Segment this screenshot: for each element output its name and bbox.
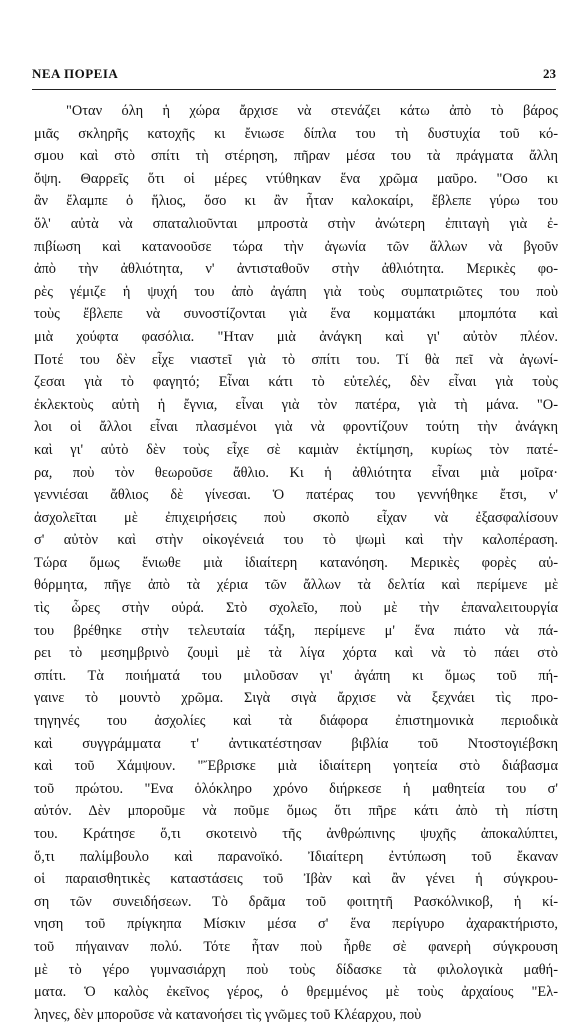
text-line: ὄψη. Θαρρεῖς ὅτι οἱ μέρες ντύθηκαν ἕνα χρῶμα μαῦρο. "Οσο κι bbox=[34, 170, 558, 187]
text-line: σμου καὶ στὸ σπίτι τὴ στέρηση, πῆραν μέσα του τὰ πράγματα ἄλλη bbox=[34, 148, 558, 165]
text-line: ζεσαι γιὰ τὸ φαγητό; Εἶναι κάτι τὸ εὐτελές, δὲν εἶναι γιὰ τοὺς bbox=[34, 374, 558, 391]
text-line: σπίτι. Τὰ ποιήματά του μιλοῦσαν γι' ἀγάπη κι ὅμως τοῦ πή- bbox=[34, 667, 558, 684]
text-line: μὲ τὸ γέρο γυμνασιάρχη ποὺ τοὺς δίδασκε τὰ φιλολογικὰ μαθή- bbox=[34, 961, 558, 978]
text-line: αὐτόν. Δὲν μποροῦμε νὰ ποῦμε ὅμως ὅτι πῆρε κάτι ἀπὸ τὴ πίστη bbox=[34, 803, 558, 820]
text-line: νηση τοῦ πρίγκηπα Μίσκιν μέσα σ' ἕνα περίγυρο ἀχαρακτήριστο, bbox=[34, 916, 558, 933]
text-line: καὶ γι' αὐτὸ δὲν τοὺς εἶχε σὲ καμιὰν ἐκτίμηση, κυρίως τὸν πατέ- bbox=[34, 441, 558, 458]
text-line: λοι οἱ ἄλλοι εἶναι πλασμένοι γιὰ νὰ φροντίζουν τούτη τὴν ἀνάγκη bbox=[34, 419, 558, 436]
running-header bbox=[32, 66, 556, 88]
text-line: ρει τὸ μεσημβρινὸ ζουμὶ μὲ τὰ λίγα χόρτα καὶ νὰ τὸ πάει στὸ bbox=[34, 645, 558, 662]
text-line: ρὲς γέμιζε ἡ ψυχή του ἀπὸ ἀγάπη γιὰ τοὺς συμπατριῶτες του ποὺ bbox=[34, 283, 558, 300]
text-line: τηγηνές του ἀσχολίες καὶ τὰ διάφορα ἐπιστημονικὰ περιοδικὰ bbox=[34, 713, 558, 730]
text-line: ἀσχολεῖται μὲ ἐπιχειρήσεις ποὺ σκοπὸ εἶχαν νὰ ἐξασφαλίσουν bbox=[34, 509, 558, 526]
text-line: γαινε τὸ μουντὸ χρῶμα. Σιγὰ σιγὰ ἄρχισε νὰ ξεχνάει τὶς προ- bbox=[34, 690, 558, 707]
text-line: τοῦ πήγαιναν πολύ. Τότε ἦταν ποὺ ἦρθε σὲ φανερὴ σύγκρουση bbox=[34, 938, 558, 955]
text-line: τοῦ πρώτου. "Ενα ὁλόκληρο χρόνο διήρκεσε ἡ μαθητεία του σ' bbox=[34, 780, 558, 797]
text-line: σ' αὐτὸν καὶ στὴν οἰκογένειά του τὸ ψωμὶ καὶ τὴν καλοπέραση. bbox=[34, 532, 558, 549]
text-line: Τώρα ὅμως ἔνιωθε μιὰ ἰδιαίτερη κατανόηση. Μερικὲς φορὲς αὐ- bbox=[34, 554, 558, 571]
text-line: γεννιέσαι ἄθλιος δὲ γίνεσαι. Ὁ πατέρας του γεννήθηκε ἔτσι, ν' bbox=[34, 487, 558, 504]
text-line: τὶς ὧρες στὴν οὐρά. Στὸ σχολεῖο, ποὺ μὲ τὴν ἐπαναλειτουργία bbox=[34, 600, 558, 617]
text-line: θόρμητα, πῆγε ἀπὸ τὰ χέρια τῶν ἄλλων τὰ δελτία καὶ περίμενε μὲ bbox=[34, 577, 558, 594]
text-line: ση τῶν συνειδήσεων. Τὸ δρᾶμα τοῦ φοιτητῆ Ρασκόλνικοβ, ἡ κί- bbox=[34, 893, 558, 910]
text-line: μιὰ χούφτα φασόλια. "Ηταν μιὰ ἀνάγκη καὶ γι' αὐτὸν πλέον. bbox=[34, 328, 558, 345]
header-rule bbox=[32, 89, 556, 90]
text-line: οἱ παραισθητικὲς καταστάσεις τοῦ Ἰβὰν καὶ ἂν γένει ἡ σύγκρου- bbox=[34, 871, 558, 888]
text-line: του. Κράτησε ὅ,τι σκοτεινὸ τῆς ἀνθρώπινης ψυχῆς ἀποκαλύπτει, bbox=[34, 826, 558, 842]
text-line: ρα, ποὺ τὸν θεωροῦσε ἄθλιο. Κι ἡ ἀθλιότητα εἶναι μιὰ μοῖρα· bbox=[34, 464, 558, 481]
journal-title: ΝΕΑ ΠΟΡΕΙΑ bbox=[32, 66, 119, 81]
text-line: ἂν ἔλαμπε ὁ ἥλιος, ὅσο κι ἂν ἦταν καλοκαίρι, ἔβλεπε γύρω του bbox=[34, 193, 558, 210]
text-line: ἀπὸ τὴν ἀθλιότητα, ν' ἀντισταθοῦν στὴν ἀθλιότητα. Μερικὲς φο- bbox=[34, 261, 558, 278]
text-line: ὅ,τι παλίμβουλο καὶ παρανοϊκό. Ἰδιαίτερη ἐντύπωση τοῦ ἔκαναν bbox=[34, 848, 558, 865]
text-line: τοὺς ἔβλεπε νὰ συνοστίζονται γιὰ ἕνα κομματάκι μπομπότα καὶ bbox=[34, 306, 558, 323]
text-line: του βρέθηκε στὴν τελευταία τάξη, περίμενε μ' ἕνα πιάτο νὰ πά- bbox=[34, 622, 558, 639]
text-line: καὶ τοῦ Χάμψουν. "Ἔβρισκε μιὰ ἰδιαίτερη γοητεία στὸ διάβασμα bbox=[34, 758, 558, 775]
text-line: ματα. Ὁ καλὸς ἐκεῖνος γέρος, ὁ θρεμμένος μὲ τοὺς ἀρχαίους "Ελ- bbox=[34, 984, 558, 1001]
text-line: πιβίωση καὶ κατανοοῦσε τώρα τὴν ἀγωνία τῶν ἄλλων νὰ βγοῦν bbox=[34, 238, 558, 255]
text-line: ἐκλεκτοὺς αὐτὴ ἡ ἔγνια, εἶναι γιὰ τὸν πατέρα, γιὰ τὴ μάνα. "Ο- bbox=[34, 396, 558, 413]
text-line: "Οταν όλη ἡ χώρα ἄρχισε νὰ στενάζει κάτω ἀπὸ τὸ βάρος bbox=[66, 103, 558, 119]
text-line: μιᾶς σκληρῆς κατοχῆς κι ἔνιωσε δίπλα του τὴ δυστυχία τοῦ κό- bbox=[34, 125, 558, 142]
text-line: ληνες, δὲν μποροῦσε νὰ κατανοήσει τὶς γνῶμες τοῦ Κλέαρχου, ποὺ bbox=[34, 1006, 422, 1023]
text-line: Ποτέ του δὲν εἶχε νιαστεῖ γιὰ τὸ σπίτι του. Τί θὰ πεῖ νὰ ἀγωνί- bbox=[34, 351, 558, 368]
text-line: ὅλ' αὐτὰ νὰ σπαταλιοῦνται μπροστὰ στὴν ἀνώτερη ἐπιταγὴ γιὰ ἐ- bbox=[34, 215, 558, 232]
page-number: 23 bbox=[543, 66, 556, 81]
text-line: καὶ συγγράμματα τ' ἀντικατέστησαν βιβλία τοῦ Ντοστογιέβσκη bbox=[34, 735, 558, 752]
body-text bbox=[34, 100, 558, 1026]
